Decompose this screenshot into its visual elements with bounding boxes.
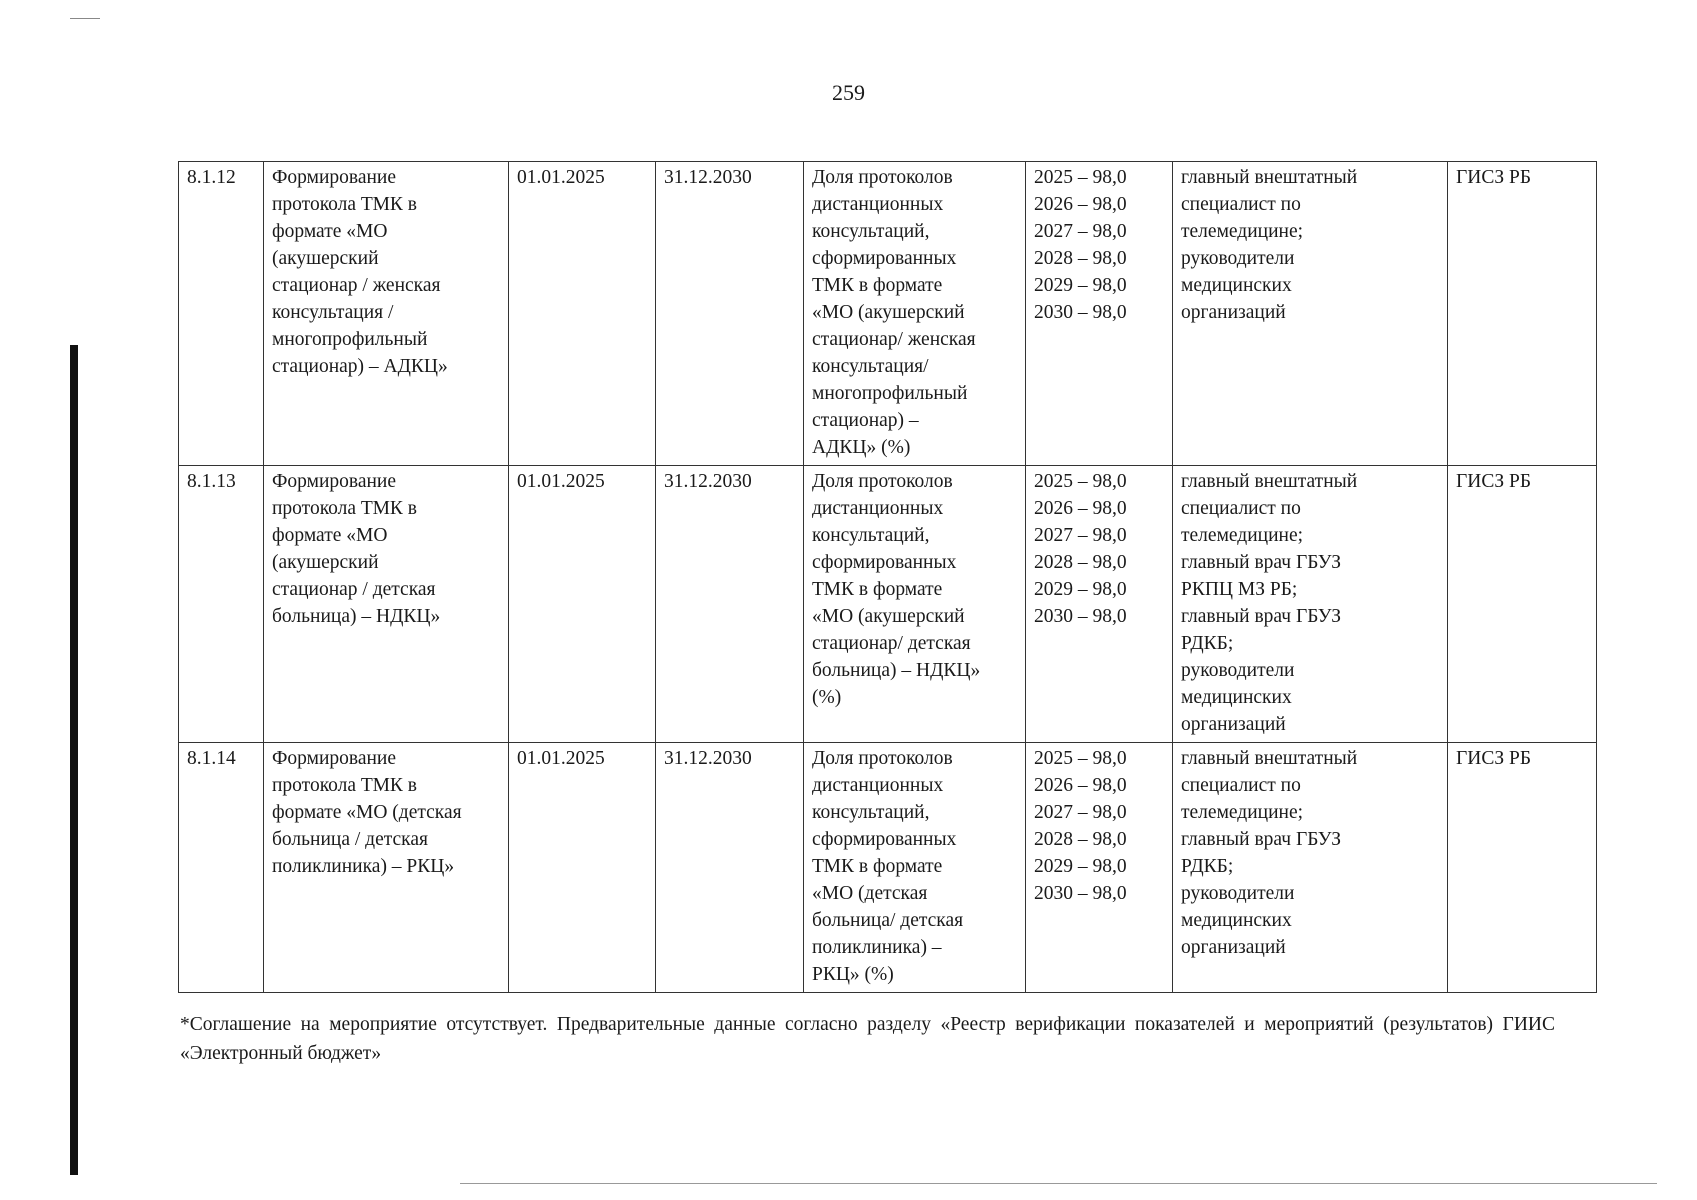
target-values-line: 2029 – 98,0 [1034,856,1127,877]
target-values [1026,466,1173,743]
indicator [804,743,1026,993]
start-date: 01.01.2025 [509,466,656,743]
activity-name-line: консультация / [272,302,394,323]
responsible-line: главный врач ГБУЗ [1181,552,1342,573]
target-values-line: 2025 – 98,0 [1034,471,1127,492]
target-values-line: 2027 – 98,0 [1034,221,1127,242]
end-date: 31.12.2030 [656,743,804,993]
page-number: 259 [832,80,865,105]
activity-name-line: Формирование [272,471,397,492]
indicator-line: «МО (акушерский [812,606,965,627]
responsible-line: главный внештатный [1181,167,1358,188]
activity-name-line: формате «МО [272,525,388,546]
indicator-line: Доля протоколов [812,471,953,492]
activity-name-line: стационар / детская [272,579,436,600]
target-values-line: 2028 – 98,0 [1034,248,1127,269]
indicator-line: многопрофильный [812,383,968,404]
indicator-line: РКЦ» (%) [812,964,894,985]
indicator-line: сформированных [812,552,957,573]
responsible-line: главный врач ГБУЗ [1181,829,1342,850]
indicator-line: ТМК в формате [812,275,943,296]
target-values-line: 2025 – 98,0 [1034,748,1127,769]
activity-name-line: многопрофильный [272,329,428,350]
indicator-line: АДКЦ» (%) [812,437,911,458]
target-values [1026,743,1173,993]
target-values [1026,162,1173,466]
indicator-line: стационар) – [812,410,919,431]
activity-name-line: Формирование [272,748,397,769]
indicator-line: «МО (детская [812,883,928,904]
information-system: ГИСЗ РБ [1448,466,1597,743]
indicator-line: ТМК в формате [812,856,943,877]
activity-name-line: протокола ТМК в [272,194,418,215]
responsible-line: телемедицине; [1181,221,1304,242]
activity-name [264,162,509,466]
activity-name-line: протокола ТМК в [272,498,418,519]
activity-name-line: больница / детская [272,829,428,850]
activity-name-line: больница) – НДКЦ» [272,606,441,627]
responsible [1173,743,1448,993]
indicator-line: дистанционных [812,775,944,796]
end-date: 31.12.2030 [656,466,804,743]
indicator-line: сформированных [812,829,957,850]
target-values-line: 2026 – 98,0 [1034,498,1127,519]
responsible-line: организаций [1181,937,1286,958]
responsible-line: руководители [1181,883,1295,904]
responsible [1173,162,1448,466]
indicator-line: стационар/ детская [812,633,971,654]
indicator-line: Доля протоколов [812,748,953,769]
footnote: *Соглашение на мероприятие отсутствует. Предварительные данные согласно разделу «Реестр верификации показателей и мероприятий (результатов) ГИИС «Электронный бюджет» [180,1014,1555,1064]
activity-number: 8.1.13 [179,466,264,743]
responsible-line: главный внештатный [1181,748,1358,769]
target-values-line: 2030 – 98,0 [1034,302,1127,323]
activity-name-line: Формирование [272,167,397,188]
indicator-line: консультаций, [812,525,930,546]
activity-name-line: протокола ТМК в [272,775,418,796]
table-row [179,162,1597,466]
indicator-line: сформированных [812,248,957,269]
indicator-line: поликлиника) – [812,937,942,958]
responsible-line: специалист по [1181,775,1301,796]
activity-name-line: (акушерский [272,552,379,573]
responsible-line: медицинских [1181,910,1292,931]
indicator-line: стационар/ женская [812,329,976,350]
target-values-line: 2029 – 98,0 [1034,275,1127,296]
target-values-line: 2028 – 98,0 [1034,829,1127,850]
activity-name-line: стационар) – АДКЦ» [272,356,448,377]
activity-name-line: стационар / женская [272,275,441,296]
indicator-line: консультация/ [812,356,929,377]
start-date: 01.01.2025 [509,743,656,993]
indicator-line: больница/ детская [812,910,964,931]
indicator-line: дистанционных [812,194,944,215]
information-system: ГИСЗ РБ [1448,743,1597,993]
responsible-line: специалист по [1181,194,1301,215]
table-body [179,162,1597,993]
responsible-line: РДКБ; [1181,633,1234,654]
scan-edge-bar [70,345,78,1175]
target-values-line: 2026 – 98,0 [1034,194,1127,215]
activity-name-line: формате «МО [272,221,388,242]
responsible-line: главный врач ГБУЗ [1181,606,1342,627]
indicator-line: (%) [812,687,842,708]
indicator [804,466,1026,743]
responsible-line: РКПЦ МЗ РБ; [1181,579,1298,600]
responsible-line: организаций [1181,714,1286,735]
target-values-line: 2027 – 98,0 [1034,525,1127,546]
activity-name-line: формате «МО (детская [272,802,462,823]
table-row [179,466,1597,743]
responsible-line: телемедицине; [1181,802,1304,823]
activity-name [264,466,509,743]
target-values-line: 2025 – 98,0 [1034,167,1127,188]
responsible [1173,466,1448,743]
target-values-line: 2027 – 98,0 [1034,802,1127,823]
target-values-line: 2030 – 98,0 [1034,883,1127,904]
responsible-line: руководители [1181,660,1295,681]
indicator-line: больница) – НДКЦ» [812,660,981,681]
scan-mark [70,18,100,19]
responsible-line: медицинских [1181,687,1292,708]
indicator-line: ТМК в формате [812,579,943,600]
indicator-line: дистанционных [812,498,944,519]
responsible-line: медицинских [1181,275,1292,296]
activity-number: 8.1.14 [179,743,264,993]
target-values-line: 2026 – 98,0 [1034,775,1127,796]
scan-bottom-line [460,1183,1657,1184]
responsible-line: РДКБ; [1181,856,1234,877]
start-date: 01.01.2025 [509,162,656,466]
activities-table [178,161,1597,993]
activity-name-line: поликлиника) – РКЦ» [272,856,455,877]
indicator [804,162,1026,466]
indicator-line: Доля протоколов [812,167,953,188]
information-system: ГИСЗ РБ [1448,162,1597,466]
target-values-line: 2029 – 98,0 [1034,579,1127,600]
responsible-line: организаций [1181,302,1286,323]
activity-number: 8.1.12 [179,162,264,466]
indicator-line: консультаций, [812,802,930,823]
target-values-line: 2028 – 98,0 [1034,552,1127,573]
end-date: 31.12.2030 [656,162,804,466]
indicator-line: «МО (акушерский [812,302,965,323]
indicator-line: консультаций, [812,221,930,242]
responsible-line: специалист по [1181,498,1301,519]
responsible-line: руководители [1181,248,1295,269]
activity-name [264,743,509,993]
responsible-line: телемедицине; [1181,525,1304,546]
table-row [179,743,1597,993]
responsible-line: главный внештатный [1181,471,1358,492]
target-values-line: 2030 – 98,0 [1034,606,1127,627]
activity-name-line: (акушерский [272,248,379,269]
